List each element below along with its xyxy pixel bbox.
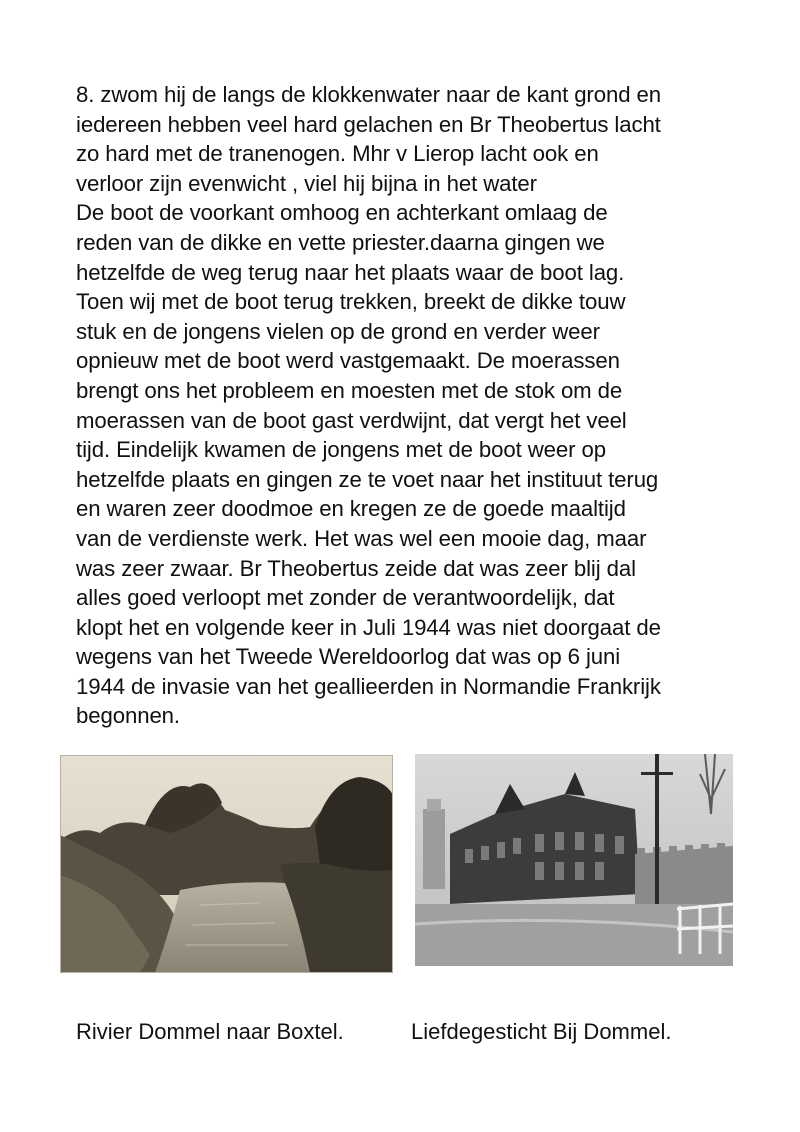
body-line: en waren zeer doodmoe en kregen ze de goede maaltijd xyxy=(76,496,626,522)
body-line: alles goed verloopt met zonder de verantwoordelijk, dat xyxy=(76,585,615,611)
river-photo-caption: Rivier Dommel naar Boxtel. xyxy=(76,1019,344,1044)
body-line: brengt ons het probleem en moesten met de stok om de xyxy=(76,377,623,403)
body-line: hetzelfde plaats en gingen ze te voet naar het instituut terug xyxy=(76,466,659,492)
body-line: was zeer zwaar. Br Theobertus zeide dat was zeer blij dal xyxy=(76,555,636,581)
body-line: De boot de voorkant omhoog en achterkant omlaag de xyxy=(76,200,608,226)
body-line: moerassen van de boot gast verdwijnt, dat vergt het veel xyxy=(76,407,627,433)
river-photo xyxy=(60,755,393,973)
body-line: zo hard met de tranenogen. Mhr v Lierop lacht ook en xyxy=(76,141,599,167)
body-line: iedereen hebben veel hard gelachen en Br Theobertus lacht xyxy=(76,111,661,137)
body-line: klopt het en volgende keer in Juli 1944 was niet doorgaat de xyxy=(76,614,661,640)
body-line: wegens van het Tweede Wereldoorlog dat was op 6 juni xyxy=(76,644,621,670)
body-line: reden van de dikke en vette priester.daarna gingen we xyxy=(76,229,605,255)
body-line: hetzelfde de weg terug naar het plaats waar de boot lag. xyxy=(76,259,625,285)
body-line: 1944 de invasie van het geallieerden in Normandie Frankrijk xyxy=(76,673,661,699)
body-line: opnieuw met de boot werd vastgemaakt. De moerassen xyxy=(76,348,620,374)
body-text xyxy=(76,80,736,731)
building-photo-caption: Liefdegesticht Bij Dommel. xyxy=(411,1019,672,1044)
body-line: 8. zwom hij de langs de klokkenwater naar de kant grond en xyxy=(76,82,661,107)
body-line: stuk en de jongens vielen op de grond en verder weer xyxy=(76,318,600,344)
body-line: van de verdienste werk. Het was wel een mooie dag, maar xyxy=(76,525,647,551)
body-line: Toen wij met de boot terug trekken, breekt de dikke touw xyxy=(76,289,626,315)
body-line: begonnen. xyxy=(76,703,180,729)
building-photo xyxy=(415,754,733,966)
body-line: verloor zijn evenwicht , viel hij bijna in het water xyxy=(76,170,537,196)
body-line: tijd. Eindelijk kwamen de jongens met de boot weer op xyxy=(76,437,606,463)
